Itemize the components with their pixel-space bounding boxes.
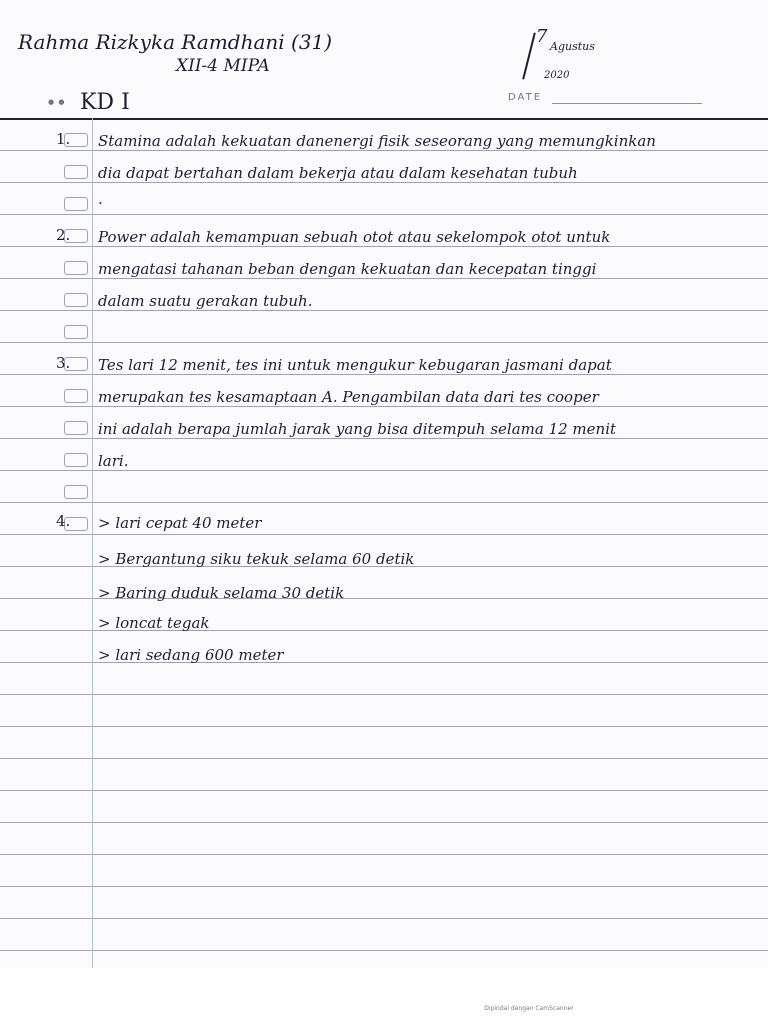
date-year: 2020 [544,70,570,81]
ruled-line [0,534,768,535]
answer-line: mengatasi tahanan beban dengan kekuatan dan kecepatan tinggi [98,260,597,278]
ruled-line [0,694,768,695]
ruled-line [0,278,768,279]
margin-box [64,325,88,339]
ruled-line [0,918,768,919]
answer-line: Tes lari 12 menit, tes ini untuk mengukur kebugaran jasmani dapat [98,356,612,374]
margin-box [64,421,88,435]
ruled-line [0,214,768,215]
ruled-line [0,246,768,247]
margin-box [64,261,88,275]
ruled-line [0,886,768,887]
answer-line: lari. [98,452,129,470]
student-name: Rahma Rizkyka Ramdhani (31) [18,30,333,54]
answer-number: 4. [56,512,71,530]
list-item: > Bergantung siku tekuk selama 60 detik [98,550,415,568]
ruled-line [0,758,768,759]
ruled-line [0,470,768,471]
list-item: > lari sedang 600 meter [98,646,284,664]
ruled-line [0,726,768,727]
margin-box [64,485,88,499]
answer-number: 1. [56,130,71,148]
margin-box [64,453,88,467]
answer-line: Stamina adalah kekuatan danenergi fisik seseorang yang memungkinkan [98,132,656,150]
student-class: XII-4 MIPA [176,56,270,76]
ruled-line [0,790,768,791]
margin-box [64,293,88,307]
answer-line: Power adalah kemampuan sebuah otot atau sekelompok otot untuk [98,228,611,246]
answer-line: dia dapat bertahan dalam bekerja atau dalam kesehatan tubuh [98,164,578,182]
ruled-line [0,182,768,183]
answer-line: . [98,190,103,208]
ruled-line [0,950,768,951]
answer-line: merupakan tes kesamaptaan A. Pengambilan data dari tes cooper [98,388,599,406]
date-month: Agustus [550,40,595,53]
top-rule [0,118,768,120]
margin-box [64,197,88,211]
ruled-line [0,150,768,151]
date-underline [552,103,702,104]
answer-number: 3. [56,354,71,372]
ruled-line [0,438,768,439]
date-label: DATE [508,92,543,103]
section-heading: KD I [80,90,130,115]
date-slash [522,32,536,79]
list-item: > loncat tegak [98,614,210,632]
list-item: > Baring duduk selama 30 detik [98,584,345,602]
margin-box [64,389,88,403]
notebook-page-icon: ● ● [48,98,66,106]
date-day: 7 [536,26,548,47]
answer-number: 2. [56,226,71,244]
ruled-line [0,406,768,407]
scanner-watermark: Dipindai dengan CamScanner [484,1005,574,1012]
ruled-line [0,342,768,343]
margin-box [64,165,88,179]
ruled-line [0,310,768,311]
ruled-line [0,502,768,503]
answer-line: ini adalah berapa jumlah jarak yang bisa ditempuh selama 12 menit [98,420,617,438]
ruled-line [0,854,768,855]
ruled-line [0,374,768,375]
margin-line [92,118,93,968]
ruled-line [0,822,768,823]
answer-line: dalam suatu gerakan tubuh. [98,292,313,310]
list-item: > lari cepat 40 meter [98,514,262,532]
